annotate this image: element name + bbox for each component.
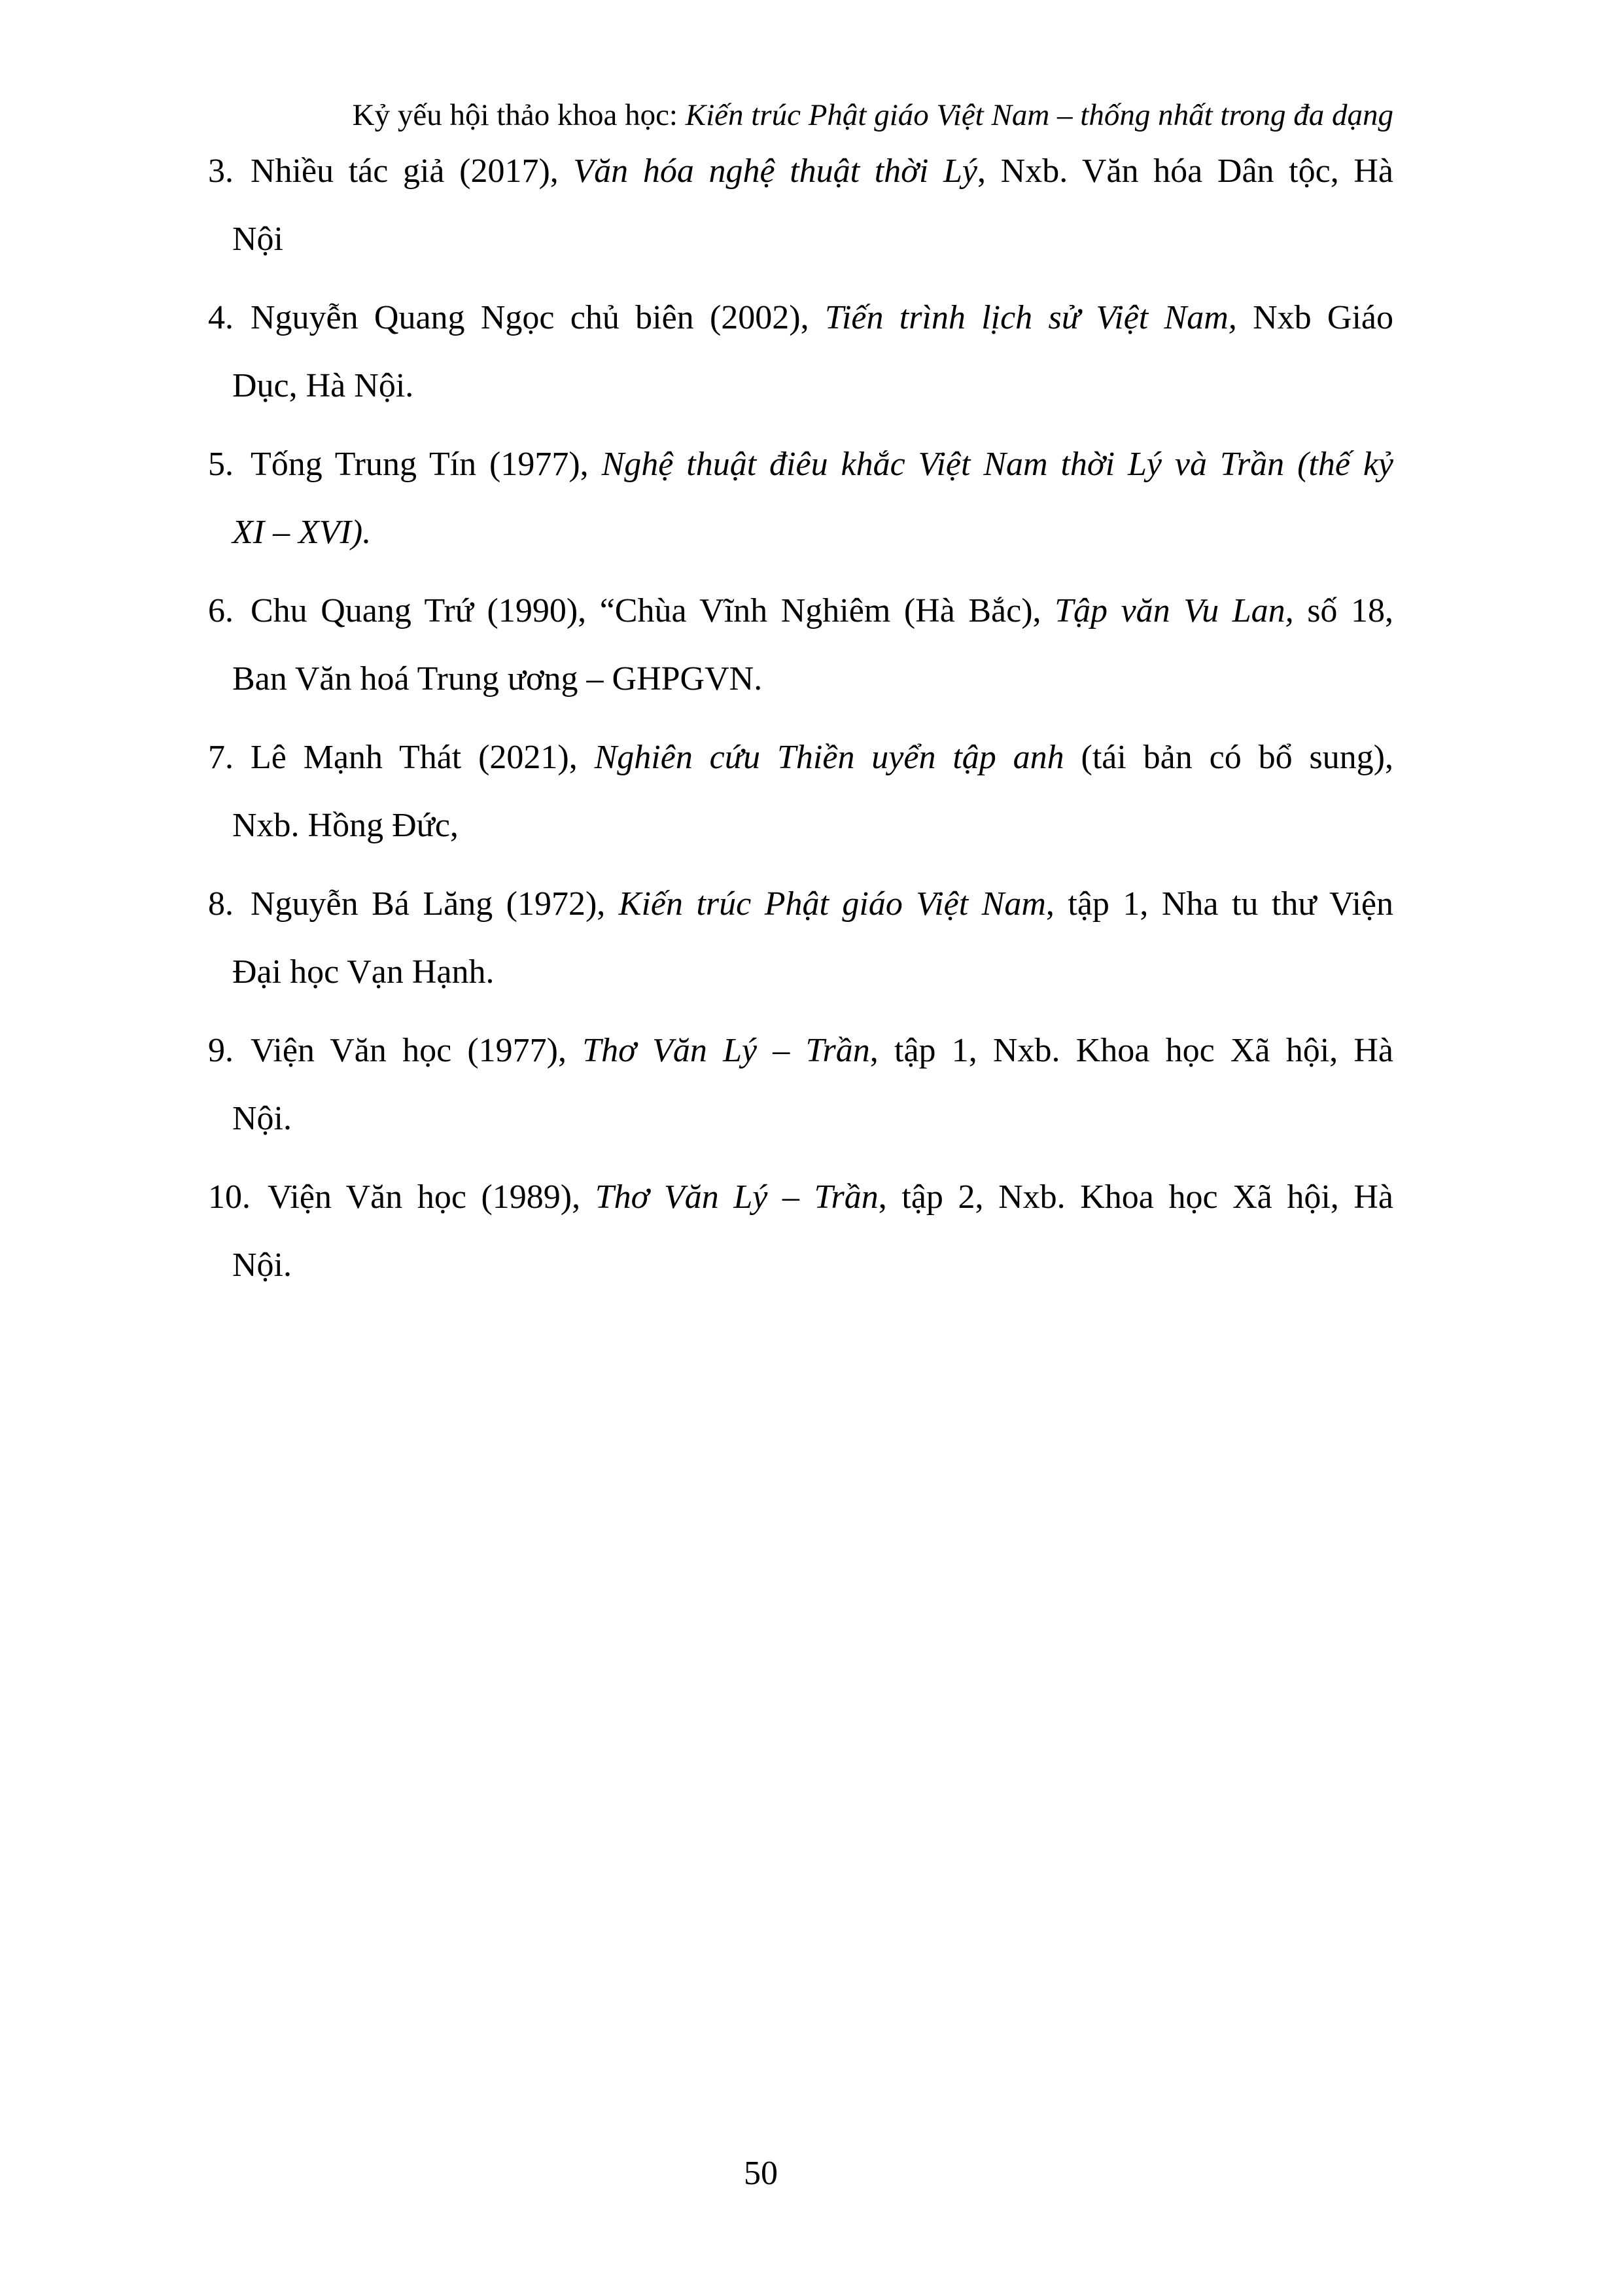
page-number: 50	[744, 2155, 778, 2192]
reference-line	[208, 137, 1393, 205]
reference-text-segment: Viện Văn học (1989),	[268, 1178, 595, 1216]
reference-line	[208, 1085, 1393, 1153]
reference-text-segment: (tái bản có bổ sung),	[1064, 739, 1393, 776]
reference-text-segment: Nghiên cứu Thiền uyển tập anh	[594, 739, 1064, 776]
reference-line	[208, 724, 1393, 792]
reference-line	[208, 1163, 1393, 1231]
reference-number: 10.	[208, 1178, 251, 1216]
reference-text-segment: , tập 1, Nha tu thư Viện	[1045, 885, 1394, 923]
reference-item	[208, 1163, 1393, 1299]
reference-text-segment: , Nxb. Văn hóa Dân tộc, Hà	[977, 152, 1393, 190]
reference-item	[208, 284, 1393, 420]
reference-number: 7.	[208, 739, 234, 776]
reference-text-segment: Viện Văn học (1977),	[251, 1032, 583, 1069]
reference-text-segment: Ban Văn hoá Trung ương – GHPGVN.	[232, 660, 763, 698]
reference-text-segment: Nội.	[232, 1246, 292, 1284]
reference-line	[208, 352, 1393, 420]
reference-text-segment: số 18,	[1293, 592, 1393, 629]
reference-line	[208, 431, 1393, 499]
reference-text-segment: Nguyễn Bá Lăng (1972),	[251, 885, 619, 923]
reference-number: 6.	[208, 592, 234, 629]
reference-item	[208, 431, 1393, 567]
reference-text-segment: Nguyễn Quang Ngọc chủ biên (2002),	[251, 299, 825, 336]
reference-item	[208, 577, 1393, 713]
reference-text-segment: Nxb. Hồng Đức,	[232, 807, 459, 844]
reference-line	[208, 938, 1393, 1006]
reference-list	[208, 137, 1393, 1310]
reference-text-segment: Nội.	[232, 1100, 292, 1137]
reference-text-segment: Nội	[232, 221, 283, 258]
reference-text-segment: Dục, Hà Nội.	[232, 367, 414, 404]
reference-item	[208, 137, 1393, 274]
page-header	[208, 96, 1393, 135]
reference-text-segment: Nghệ thuật điêu khắc Việt Nam thời Lý và Trần (thế kỷ	[601, 446, 1393, 483]
reference-text-segment: Tập văn Vu Lan,	[1055, 592, 1294, 629]
reference-line	[208, 1231, 1393, 1299]
reference-line	[208, 205, 1393, 274]
reference-text-segment: Thơ Văn Lý – Trần	[595, 1178, 879, 1216]
reference-text-segment: Tống Trung Tín (1977),	[251, 446, 602, 483]
reference-item	[208, 870, 1393, 1006]
reference-line	[208, 870, 1393, 938]
reference-text-segment: Lê Mạnh Thát (2021),	[251, 739, 595, 776]
reference-item	[208, 1017, 1393, 1153]
reference-text-segment: Chu Quang Trứ (1990), “Chùa Vĩnh Nghiêm (Hà Bắc),	[251, 592, 1055, 629]
reference-line	[208, 577, 1393, 645]
reference-text-segment: Tiến trình lịch sử Việt Nam,	[824, 299, 1237, 336]
reference-number: 4.	[208, 299, 234, 336]
reference-text-segment: Kiến trúc Phật giáo Việt Nam	[618, 885, 1046, 923]
reference-number: 3.	[208, 152, 234, 190]
reference-number: 5.	[208, 446, 234, 483]
reference-text-segment: XI – XVI).	[232, 514, 372, 551]
reference-text-segment: Nhiều tác giả (2017),	[251, 152, 574, 190]
reference-item	[208, 724, 1393, 860]
reference-number: 8.	[208, 885, 234, 923]
reference-line	[208, 1017, 1393, 1085]
reference-text-segment: , tập 1, Nxb. Khoa học Xã hội, Hà	[869, 1032, 1393, 1069]
header-conference-title: Kiến trúc Phật giáo Việt Nam – thống nhất trong đa dạng	[685, 98, 1393, 132]
reference-text-segment: Nxb Giáo	[1236, 299, 1394, 336]
reference-line	[208, 645, 1393, 713]
reference-line	[208, 284, 1393, 352]
reference-line	[208, 499, 1393, 567]
reference-text-segment: Văn hóa nghệ thuật thời Lý	[573, 152, 978, 190]
reference-line	[208, 792, 1393, 860]
reference-text-segment: Thơ Văn Lý – Trần	[582, 1032, 870, 1069]
header-conference-label: Kỷ yếu hội thảo khoa học:	[352, 98, 686, 132]
reference-text-segment: Đại học Vạn Hạnh.	[232, 953, 495, 991]
reference-text-segment: , tập 2, Nxb. Khoa học Xã hội, Hà	[878, 1178, 1393, 1216]
reference-number: 9.	[208, 1032, 234, 1069]
